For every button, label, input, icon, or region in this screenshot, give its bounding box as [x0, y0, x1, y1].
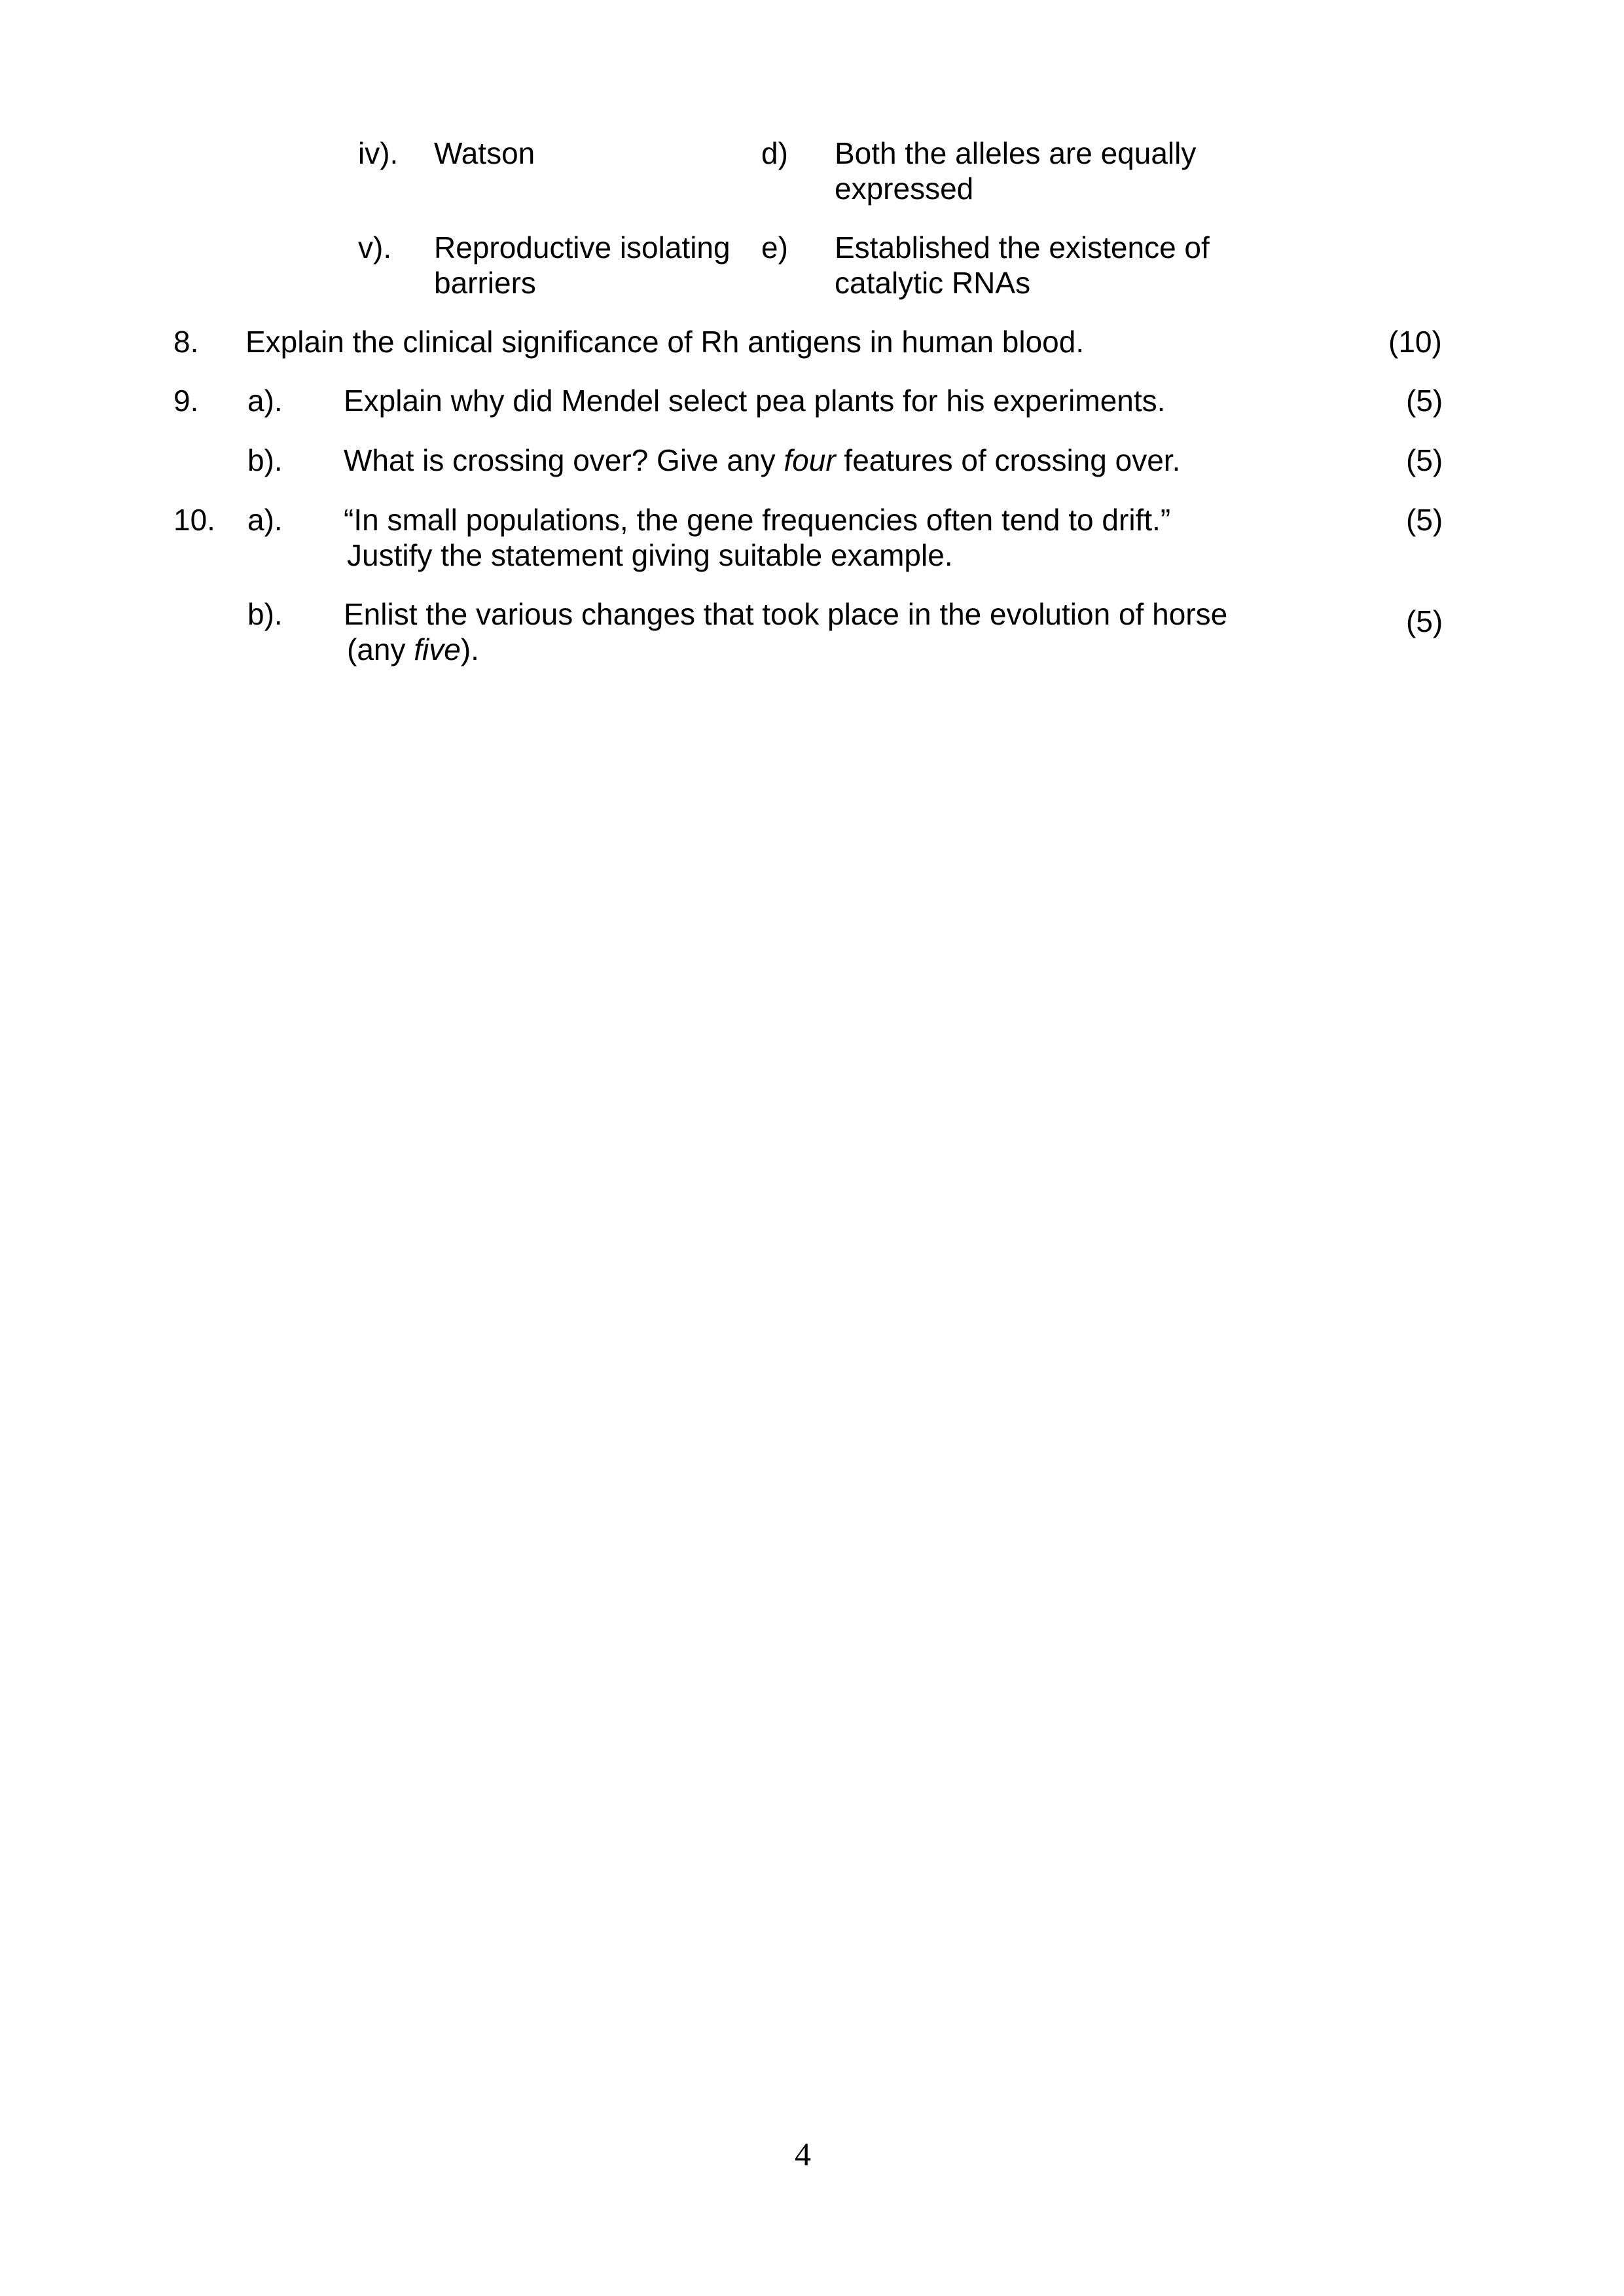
- subquestion-label: b).: [247, 597, 283, 631]
- subquestion-label: a).: [247, 384, 283, 418]
- subquestion-text-line1: “In small populations, the gene frequencies often tend to drift.”: [344, 503, 1171, 537]
- text-run: ).: [460, 632, 479, 666]
- subquestion-text: [344, 443, 1180, 478]
- question-marks: (5): [1406, 503, 1443, 537]
- text-run: features of crossing over.: [835, 443, 1181, 477]
- question-text: Explain the clinical significance of Rh antigens in human blood.: [245, 325, 1085, 359]
- match-right-item-line1: Both the alleles are equally: [835, 136, 1197, 170]
- question-marks: (5): [1406, 384, 1443, 418]
- subquestion-text-line1: Enlist the various changes that took place in the evolution of horse: [344, 597, 1228, 631]
- match-left-number: iv).: [358, 136, 399, 170]
- text-run: (any: [347, 632, 414, 666]
- subquestion-label: b).: [247, 443, 283, 477]
- match-right-letter: e): [761, 230, 788, 264]
- match-left-item-line1: Reproductive isolating: [434, 230, 731, 264]
- subquestion-text-line2: Justify the statement giving suitable example.: [347, 538, 953, 572]
- match-left-item-line2: barriers: [434, 266, 536, 300]
- match-left-number: v).: [358, 230, 392, 264]
- match-right-item-line2: expressed: [835, 172, 974, 206]
- question-number: 10.: [173, 503, 215, 537]
- question-marks: (10): [1388, 325, 1442, 359]
- subquestion-text-line2: [347, 632, 479, 667]
- match-right-item-line1: Established the existence of: [835, 230, 1210, 264]
- text-run: What is crossing over? Give any: [344, 443, 784, 477]
- question-number: 9.: [173, 384, 199, 418]
- match-left-item: Watson: [434, 136, 535, 170]
- subquestion-label: a).: [247, 503, 283, 537]
- question-number: 8.: [173, 325, 199, 359]
- match-right-item-line2: catalytic RNAs: [835, 266, 1031, 300]
- italic-text: five: [414, 632, 461, 666]
- question-marks: (5): [1406, 443, 1443, 477]
- page-number: 4: [795, 2136, 811, 2172]
- question-marks: (5): [1406, 604, 1443, 638]
- subquestion-text: Explain why did Mendel select pea plants for his experiments.: [344, 384, 1166, 418]
- italic-text: four: [784, 443, 836, 477]
- match-right-letter: d): [761, 136, 788, 170]
